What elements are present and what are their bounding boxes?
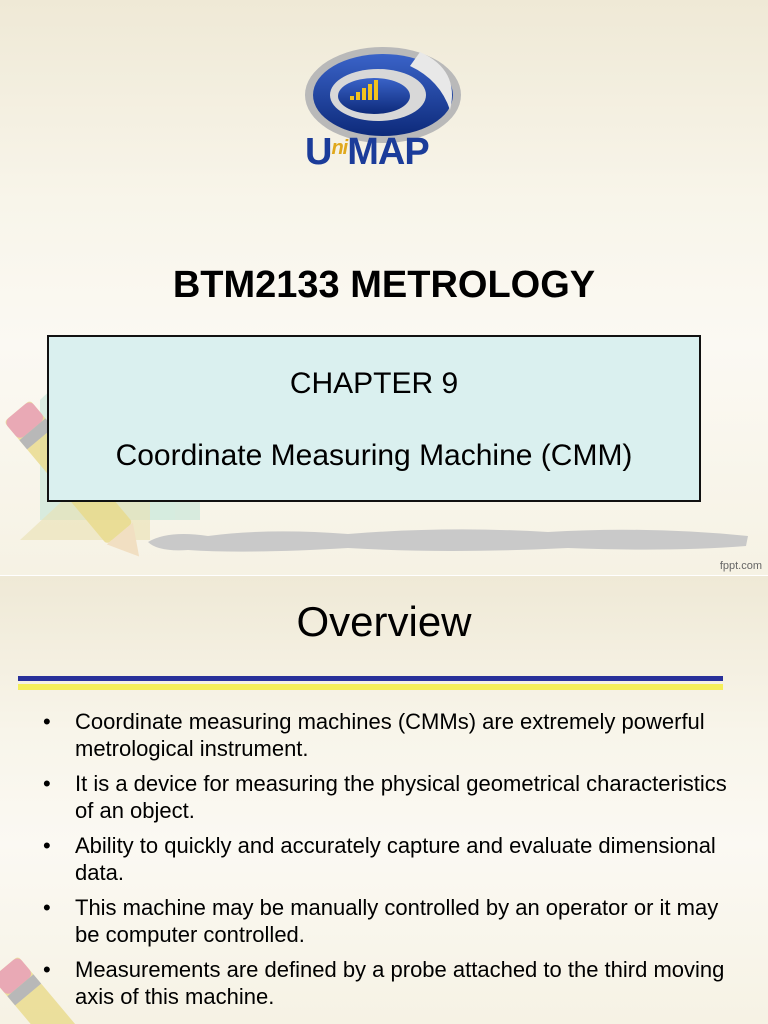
list-item: • Coordinate measuring machines (CMMs) are extremely powerful metrological instrument. xyxy=(43,709,705,761)
brush-stroke-decoration xyxy=(148,522,748,554)
unimap-logo-text: $U^{ni}MAP$ xyxy=(305,131,429,173)
overview-slide xyxy=(0,576,768,1024)
title-rule-blue xyxy=(18,676,723,681)
bullet-list xyxy=(43,708,733,1018)
list-item: • It is a device for measuring the physical geometrical characteristics of an object. xyxy=(43,771,727,823)
watermark: fppt.com xyxy=(719,560,762,572)
chapter-name: Coordinate Measuring Machine (CMM) xyxy=(115,439,633,472)
slide-title: Overview xyxy=(296,598,472,645)
list-item: • Measurements are defined by a probe attached to the third moving axis of this machine. xyxy=(43,957,725,1009)
list-item: • Ability to quickly and accurately capture and evaluate dimensional data. xyxy=(43,833,716,885)
chapter-box xyxy=(47,335,701,502)
chapter-label: CHAPTER 9 xyxy=(289,367,459,400)
title-rule-yellow xyxy=(18,684,723,690)
list-item: • This machine may be manually controlled by an operator or it may be computer controlled. xyxy=(43,895,719,947)
course-title: BTM2133 METROLOGY xyxy=(172,264,596,306)
